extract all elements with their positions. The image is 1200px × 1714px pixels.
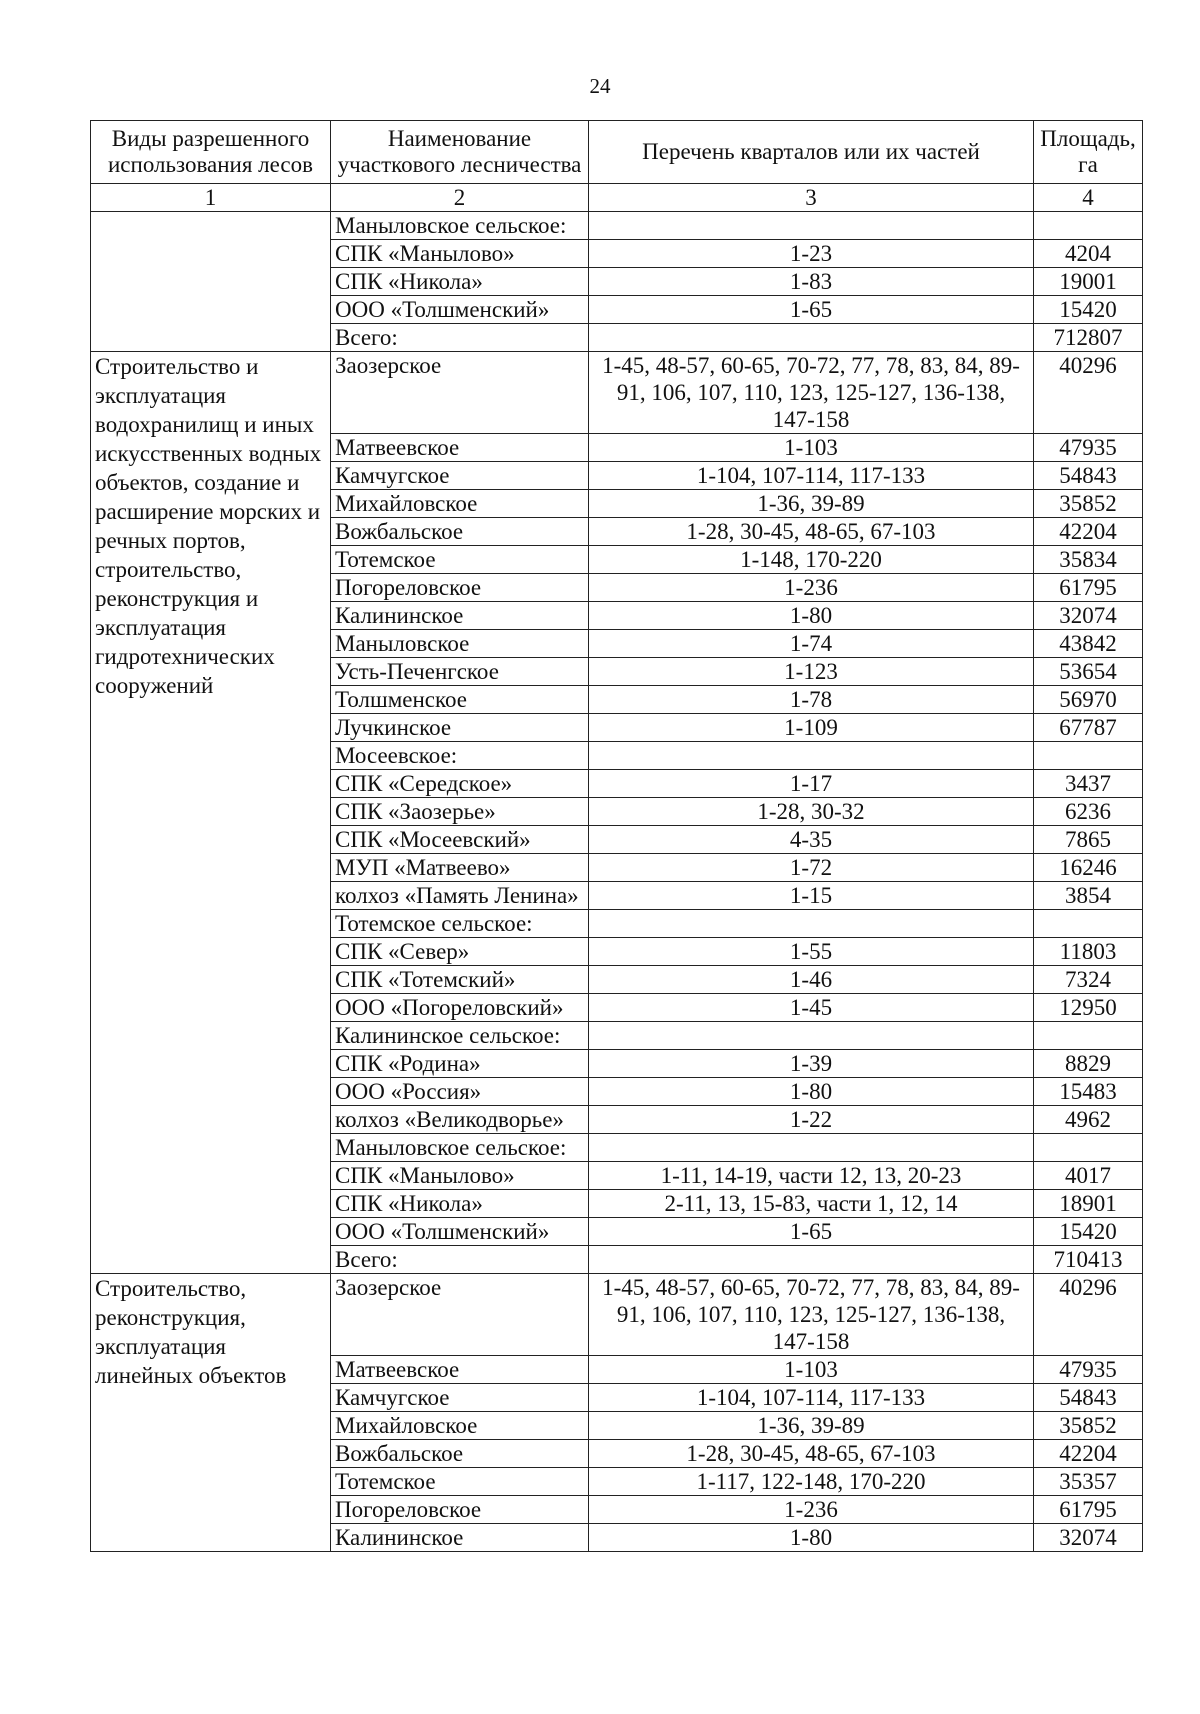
- quarters-cell: 1-28, 30-45, 48-65, 67-103: [589, 1440, 1034, 1468]
- area-cell: [1034, 1134, 1143, 1162]
- forestry-name-cell: СПК «Манылово»: [331, 240, 589, 268]
- column-number-4: 4: [1034, 184, 1143, 212]
- forestry-name-cell: ООО «Толшменский»: [331, 1218, 589, 1246]
- forestry-name-cell: СПК «Север»: [331, 938, 589, 966]
- forestry-name-cell: колхоз «Великодворье»: [331, 1106, 589, 1134]
- column-number-2: 2: [331, 184, 589, 212]
- quarters-cell: 1-109: [589, 714, 1034, 742]
- quarters-cell: 1-148, 170-220: [589, 546, 1034, 574]
- forestry-name-cell: Михайловское: [331, 1412, 589, 1440]
- area-cell: 43842: [1034, 630, 1143, 658]
- forestry-name-cell: ООО «Россия»: [331, 1078, 589, 1106]
- header-use-type: Виды разрешенного использования лесов: [91, 121, 331, 184]
- area-cell: 61795: [1034, 574, 1143, 602]
- area-cell: 42204: [1034, 1440, 1143, 1468]
- forestry-name-cell: Матвеевское: [331, 1356, 589, 1384]
- forestry-name-cell: Камчугское: [331, 462, 589, 490]
- area-cell: 32074: [1034, 602, 1143, 630]
- area-cell: 4017: [1034, 1162, 1143, 1190]
- area-cell: 15420: [1034, 296, 1143, 324]
- quarters-cell: 1-104, 107-114, 117-133: [589, 1384, 1034, 1412]
- forestry-name-cell: колхоз «Память Ленина»: [331, 882, 589, 910]
- forestry-name-cell: Тотемское: [331, 546, 589, 574]
- area-cell: 61795: [1034, 1496, 1143, 1524]
- forestry-name-cell: Всего:: [331, 324, 589, 352]
- area-cell: 47935: [1034, 1356, 1143, 1384]
- quarters-cell: 1-83: [589, 268, 1034, 296]
- quarters-cell: 1-80: [589, 1524, 1034, 1552]
- quarters-cell: [589, 1022, 1034, 1050]
- table-body: [91, 212, 1143, 1552]
- forest-use-table: [90, 120, 1143, 1552]
- quarters-cell: 1-78: [589, 686, 1034, 714]
- forestry-name-cell: Погореловское: [331, 1496, 589, 1524]
- forestry-name-cell: СПК «Середское»: [331, 770, 589, 798]
- quarters-cell: 1-117, 122-148, 170-220: [589, 1468, 1034, 1496]
- header-quarters-list: Перечень кварталов или их частей: [589, 121, 1034, 184]
- forestry-name-cell: Тотемское сельское:: [331, 910, 589, 938]
- quarters-cell: 1-11, 14-19, части 12, 13, 20-23: [589, 1162, 1034, 1190]
- forestry-name-cell: Мосеевское:: [331, 742, 589, 770]
- forestry-name-cell: Заозерское: [331, 1274, 589, 1356]
- quarters-cell: 1-36, 39-89: [589, 1412, 1034, 1440]
- area-cell: 56970: [1034, 686, 1143, 714]
- quarters-cell: 1-72: [589, 854, 1034, 882]
- forestry-name-cell: СПК «Родина»: [331, 1050, 589, 1078]
- forestry-name-cell: ООО «Погореловский»: [331, 994, 589, 1022]
- area-cell: 7865: [1034, 826, 1143, 854]
- quarters-cell: 1-65: [589, 1218, 1034, 1246]
- quarters-cell: 1-45: [589, 994, 1034, 1022]
- forestry-name-cell: Тотемское: [331, 1468, 589, 1496]
- forestry-name-cell: ООО «Толшменский»: [331, 296, 589, 324]
- quarters-cell: 1-236: [589, 1496, 1034, 1524]
- forestry-name-cell: Матвеевское: [331, 434, 589, 462]
- table-row: [91, 1274, 1143, 1356]
- quarters-cell: 2-11, 13, 15-83, части 1, 12, 14: [589, 1190, 1034, 1218]
- quarters-cell: 1-39: [589, 1050, 1034, 1078]
- forestry-name-cell: СПК «Манылово»: [331, 1162, 589, 1190]
- quarters-cell: [589, 212, 1034, 240]
- quarters-cell: 1-55: [589, 938, 1034, 966]
- area-cell: 3854: [1034, 882, 1143, 910]
- quarters-cell: 1-80: [589, 1078, 1034, 1106]
- area-cell: 35834: [1034, 546, 1143, 574]
- quarters-cell: 1-23: [589, 240, 1034, 268]
- forestry-name-cell: МУП «Матвеево»: [331, 854, 589, 882]
- forestry-name-cell: Маныловское: [331, 630, 589, 658]
- table-row: [91, 352, 1143, 434]
- area-cell: [1034, 212, 1143, 240]
- area-cell: 7324: [1034, 966, 1143, 994]
- quarters-cell: 1-103: [589, 434, 1034, 462]
- forestry-name-cell: Калининское: [331, 602, 589, 630]
- quarters-cell: [589, 1246, 1034, 1274]
- forestry-name-cell: Лучкинское: [331, 714, 589, 742]
- forestry-name-cell: Погореловское: [331, 574, 589, 602]
- area-cell: 18901: [1034, 1190, 1143, 1218]
- area-cell: 16246: [1034, 854, 1143, 882]
- column-number-3: 3: [589, 184, 1034, 212]
- area-cell: 8829: [1034, 1050, 1143, 1078]
- area-cell: [1034, 1022, 1143, 1050]
- quarters-cell: 1-46: [589, 966, 1034, 994]
- area-cell: 35852: [1034, 490, 1143, 518]
- quarters-cell: 1-28, 30-32: [589, 798, 1034, 826]
- quarters-cell: [589, 742, 1034, 770]
- area-cell: 4962: [1034, 1106, 1143, 1134]
- forestry-name-cell: СПК «Никола»: [331, 1190, 589, 1218]
- area-cell: 3437: [1034, 770, 1143, 798]
- area-cell: 15483: [1034, 1078, 1143, 1106]
- forestry-name-cell: СПК «Никола»: [331, 268, 589, 296]
- area-cell: 67787: [1034, 714, 1143, 742]
- header-area: Площадь, га: [1034, 121, 1143, 184]
- quarters-cell: 1-74: [589, 630, 1034, 658]
- area-cell: 712807: [1034, 324, 1143, 352]
- forestry-name-cell: СПК «Тотемский»: [331, 966, 589, 994]
- quarters-cell: 4-35: [589, 826, 1034, 854]
- quarters-cell: 1-17: [589, 770, 1034, 798]
- quarters-cell: 1-80: [589, 602, 1034, 630]
- quarters-cell: 1-123: [589, 658, 1034, 686]
- page-number: 24: [589, 74, 611, 98]
- area-cell: 42204: [1034, 518, 1143, 546]
- area-cell: 19001: [1034, 268, 1143, 296]
- use-type-cell: [91, 212, 331, 352]
- quarters-cell: [589, 324, 1034, 352]
- forestry-name-cell: Вожбальское: [331, 1440, 589, 1468]
- area-cell: 54843: [1034, 1384, 1143, 1412]
- area-cell: 40296: [1034, 1274, 1143, 1356]
- forestry-name-cell: Всего:: [331, 1246, 589, 1274]
- quarters-cell: 1-22: [589, 1106, 1034, 1134]
- quarters-cell: [589, 910, 1034, 938]
- forestry-name-cell: Калининское: [331, 1524, 589, 1552]
- area-cell: 40296: [1034, 352, 1143, 434]
- area-cell: 11803: [1034, 938, 1143, 966]
- forestry-name-cell: Вожбальское: [331, 518, 589, 546]
- forestry-name-cell: Маныловское сельское:: [331, 212, 589, 240]
- area-cell: 710413: [1034, 1246, 1143, 1274]
- area-cell: 12950: [1034, 994, 1143, 1022]
- forestry-name-cell: Калининское сельское:: [331, 1022, 589, 1050]
- area-cell: 35357: [1034, 1468, 1143, 1496]
- forestry-name-cell: Усть-Печенгское: [331, 658, 589, 686]
- quarters-cell: [589, 1134, 1034, 1162]
- quarters-cell: 1-36, 39-89: [589, 490, 1034, 518]
- area-cell: 54843: [1034, 462, 1143, 490]
- quarters-cell: 1-45, 48-57, 60-65, 70-72, 77, 78, 83, 84, 89-91, 106, 107, 110, 123, 125-127, 136-138, 147-158: [589, 1274, 1034, 1356]
- area-cell: 35852: [1034, 1412, 1143, 1440]
- table-row: [91, 212, 1143, 240]
- forestry-name-cell: Михайловское: [331, 490, 589, 518]
- area-cell: 53654: [1034, 658, 1143, 686]
- forestry-name-cell: СПК «Мосеевский»: [331, 826, 589, 854]
- quarters-cell: 1-45, 48-57, 60-65, 70-72, 77, 78, 83, 84, 89-91, 106, 107, 110, 123, 125-127, 136-138, 147-158: [589, 352, 1034, 434]
- quarters-cell: 1-65: [589, 296, 1034, 324]
- forestry-name-cell: Камчугское: [331, 1384, 589, 1412]
- area-cell: 32074: [1034, 1524, 1143, 1552]
- quarters-cell: 1-28, 30-45, 48-65, 67-103: [589, 518, 1034, 546]
- use-type-cell: Строительство, реконструкция, эксплуатация линейных объектов: [91, 1274, 331, 1552]
- area-cell: 15420: [1034, 1218, 1143, 1246]
- area-cell: [1034, 742, 1143, 770]
- use-type-cell: Строительство и эксплуатация водохранилищ и иных искусственных водных объектов, создание и расширение морских и речных портов, строительство, реконструкция и эксплуатация гидротехнических сооружений: [91, 352, 331, 1274]
- quarters-cell: 1-15: [589, 882, 1034, 910]
- quarters-cell: 1-236: [589, 574, 1034, 602]
- forestry-name-cell: Маныловское сельское:: [331, 1134, 589, 1162]
- forestry-name-cell: Толшменское: [331, 686, 589, 714]
- area-cell: 47935: [1034, 434, 1143, 462]
- forestry-name-cell: СПК «Заозерье»: [331, 798, 589, 826]
- column-number-1: 1: [91, 184, 331, 212]
- area-cell: 4204: [1034, 240, 1143, 268]
- quarters-cell: 1-103: [589, 1356, 1034, 1384]
- forestry-name-cell: Заозерское: [331, 352, 589, 434]
- header-forestry-name: Наименование участкового лесничества: [331, 121, 589, 184]
- area-cell: 6236: [1034, 798, 1143, 826]
- area-cell: [1034, 910, 1143, 938]
- quarters-cell: 1-104, 107-114, 117-133: [589, 462, 1034, 490]
